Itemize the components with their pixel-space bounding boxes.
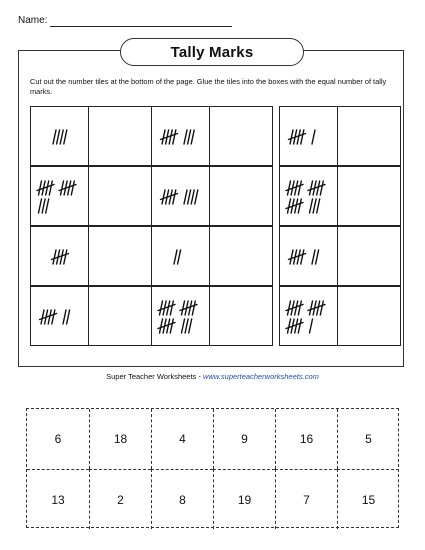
tally-cell (151, 286, 210, 346)
number-tile-label: 8 (179, 492, 186, 507)
tally-marks (31, 287, 90, 347)
tally-group (39, 199, 49, 213)
tally-stroke (160, 301, 163, 315)
tally-stroke (67, 310, 70, 324)
tally-stroke (288, 181, 291, 195)
tally-stroke (316, 250, 319, 264)
tally-stroke (192, 301, 195, 315)
answer-box[interactable] (88, 226, 152, 286)
answer-box[interactable] (337, 286, 401, 346)
tally-stroke (310, 199, 313, 213)
tally-stroke (312, 250, 315, 264)
tally-group (158, 319, 175, 333)
tally-group (184, 190, 198, 204)
tally-stroke (313, 199, 316, 213)
tally-stroke (60, 130, 63, 144)
tally-group (308, 181, 325, 195)
tally-stroke (173, 190, 176, 204)
answer-box[interactable] (209, 106, 273, 166)
tally-stroke (298, 199, 301, 213)
tally-stroke (160, 319, 163, 333)
tally-stroke (61, 181, 64, 195)
tally-stroke (46, 199, 49, 213)
tally-stroke (174, 250, 177, 264)
tally-stroke (53, 250, 56, 264)
number-tile[interactable] (151, 469, 213, 529)
tally-cell (30, 226, 89, 286)
tally-group (40, 310, 57, 324)
tally-stroke (162, 130, 165, 144)
tally-stroke (290, 130, 293, 144)
tally-stroke (288, 199, 291, 213)
number-tile-label: 16 (299, 432, 314, 446)
tally-stroke (188, 190, 191, 204)
answer-box[interactable] (88, 286, 152, 346)
tally-stroke (178, 250, 181, 264)
tally-stroke (64, 250, 67, 264)
tally-marks (152, 107, 211, 167)
footer-url[interactable]: www.superteacherworksheets.com (202, 372, 319, 381)
answer-box[interactable] (209, 226, 273, 286)
tally-group (286, 301, 303, 315)
tally-stroke (49, 181, 52, 195)
tally-marks (31, 167, 90, 227)
tally-cell (279, 166, 338, 226)
tally-group (286, 181, 303, 195)
number-tile-label: 9 (241, 432, 248, 446)
number-tile[interactable] (275, 409, 337, 469)
tally-stroke (64, 130, 67, 144)
tally-marks (280, 227, 339, 287)
tally-marks (152, 167, 211, 227)
tally-cell (279, 106, 338, 166)
answer-box[interactable] (209, 166, 273, 226)
tally-stroke (189, 319, 192, 333)
tally-stroke (184, 130, 187, 144)
name-label: Name: (18, 15, 48, 26)
tally-stroke (39, 199, 42, 213)
tally-stroke (188, 130, 191, 144)
tally-stroke (195, 190, 198, 204)
tally-stroke (170, 301, 173, 315)
tally-marks (280, 107, 339, 167)
tally-cell (151, 106, 210, 166)
tally-stroke (184, 190, 187, 204)
tally-group (312, 130, 315, 144)
answer-box[interactable] (88, 106, 152, 166)
tally-stroke (298, 301, 301, 315)
tally-stroke (298, 181, 301, 195)
tally-stroke (185, 319, 188, 333)
tally-group (312, 250, 319, 264)
tally-cell (279, 286, 338, 346)
worksheet-title: Tally Marks (120, 38, 304, 66)
tally-group (180, 301, 197, 315)
tally-group (59, 181, 76, 195)
tally-group (52, 250, 69, 264)
tally-group (182, 319, 192, 333)
tally-stroke (312, 130, 315, 144)
tally-stroke (301, 130, 304, 144)
number-tile-label: 2 (117, 492, 124, 507)
tally-stroke (290, 250, 293, 264)
tally-stroke (42, 199, 45, 213)
tally-stroke (191, 130, 194, 144)
tally-marks (31, 227, 90, 287)
tally-group (289, 130, 306, 144)
tally-stroke (57, 130, 60, 144)
tally-marks (152, 287, 211, 347)
footer-separator: - (196, 372, 203, 381)
tally-group (286, 319, 303, 333)
number-tile-label: 7 (303, 492, 310, 507)
tally-stroke (317, 199, 320, 213)
answer-box[interactable] (337, 166, 401, 226)
tally-group (308, 301, 325, 315)
answer-box[interactable] (337, 226, 401, 286)
tally-stroke (63, 310, 66, 324)
tally-cell (151, 166, 210, 226)
tally-stroke (53, 130, 56, 144)
tally-marks (280, 167, 339, 227)
tally-stroke (71, 181, 74, 195)
tally-stroke (310, 181, 313, 195)
tally-cell (30, 286, 89, 346)
number-tile[interactable] (89, 409, 151, 469)
tally-stroke (298, 319, 301, 333)
tally-stroke (182, 301, 185, 315)
tally-cell (30, 106, 89, 166)
number-tile-label: 4 (179, 432, 186, 446)
number-tile-label: 5 (365, 432, 372, 446)
number-tile[interactable] (213, 409, 275, 469)
tally-stroke (52, 310, 55, 324)
tally-cell (30, 166, 89, 226)
number-tile-label: 6 (54, 432, 62, 446)
tally-stroke (39, 181, 42, 195)
number-tile[interactable] (27, 409, 89, 469)
tally-group (310, 319, 313, 333)
answer-box[interactable] (88, 166, 152, 226)
tally-group (286, 199, 303, 213)
number-tile[interactable] (89, 469, 151, 529)
tally-marks (31, 107, 90, 167)
tally-stroke (191, 190, 194, 204)
number-tile-label: 15 (361, 492, 376, 507)
tally-group (184, 130, 194, 144)
number-tile[interactable] (337, 409, 399, 469)
tally-stroke (170, 319, 173, 333)
tally-marks (152, 227, 211, 287)
tally-stroke (41, 310, 44, 324)
tally-group (174, 250, 181, 264)
tally-group (289, 250, 306, 264)
tally-cell (279, 226, 338, 286)
tally-stroke (288, 301, 291, 315)
tally-group (63, 310, 70, 324)
tally-stroke (173, 130, 176, 144)
number-tile-label: 19 (237, 492, 252, 507)
tally-stroke (288, 319, 291, 333)
tally-group (161, 190, 178, 204)
tally-cell (151, 226, 210, 286)
tally-stroke (162, 190, 165, 204)
answer-box[interactable] (337, 106, 401, 166)
tally-stroke (310, 319, 313, 333)
tally-group (158, 301, 175, 315)
tally-marks (280, 287, 339, 347)
tally-stroke (320, 301, 323, 315)
name-line[interactable] (50, 26, 232, 27)
tally-stroke (320, 181, 323, 195)
tally-stroke (310, 301, 313, 315)
instructions-text: Cut out the number tiles at the bottom of the page. Glue the tiles into the boxes with the equal number of tally marks. (30, 77, 387, 96)
number-tile[interactable] (213, 469, 275, 529)
footer (0, 372, 425, 381)
number-tiles (26, 408, 399, 528)
number-tile[interactable] (151, 409, 213, 469)
number-tile[interactable] (337, 469, 399, 529)
tally-group (310, 199, 320, 213)
footer-brand: Super Teacher Worksheets (106, 372, 197, 381)
tally-stroke (182, 319, 185, 333)
answer-box[interactable] (209, 286, 273, 346)
number-tile[interactable] (27, 469, 89, 529)
number-tile-label: 18 (113, 432, 128, 446)
tally-group (161, 130, 178, 144)
tally-group (37, 181, 54, 195)
tally-group (53, 130, 67, 144)
number-tile-label: 13 (51, 492, 65, 507)
tally-stroke (301, 250, 304, 264)
number-tile[interactable] (275, 469, 337, 529)
